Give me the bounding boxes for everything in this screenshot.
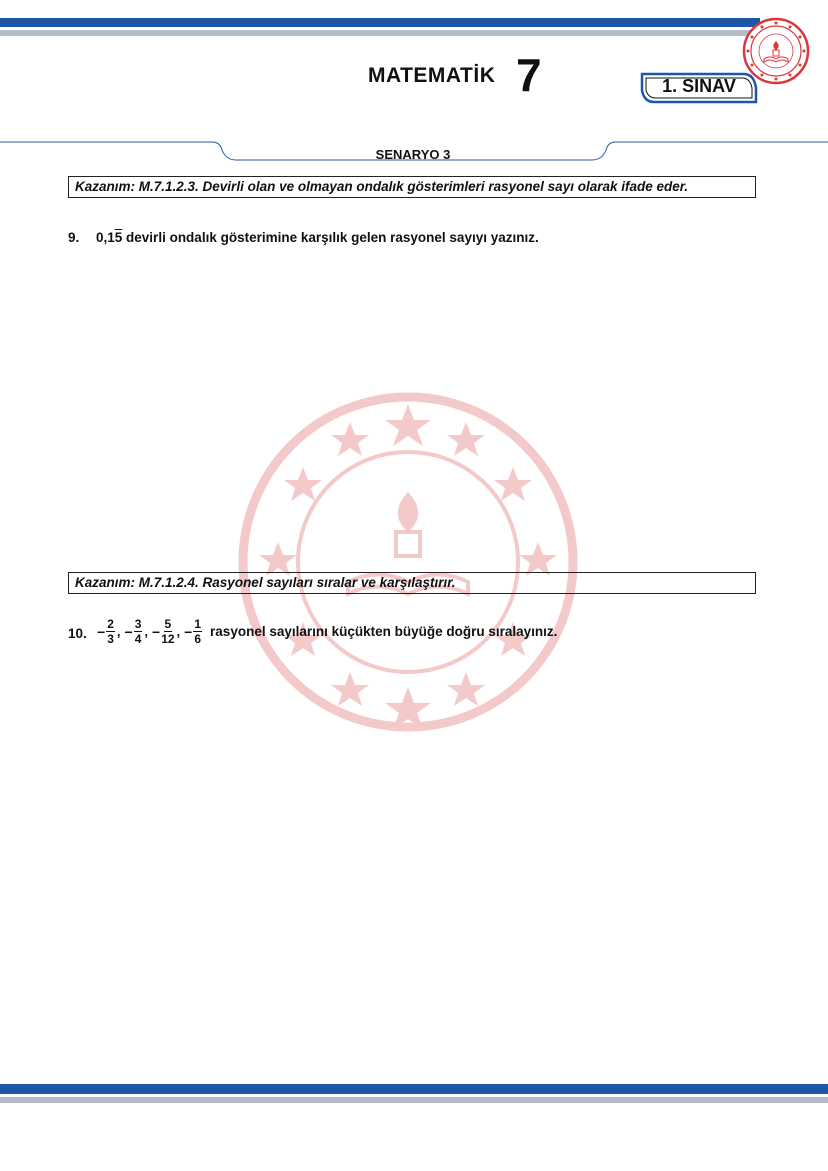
fraction-3 (161, 617, 174, 646)
fraction-1-sign: − (97, 623, 106, 640)
fraction-separator: , (176, 624, 181, 639)
question-10-prompt: rasyonel sayılarını küçükten büyüğe doğru sıralayınız. (210, 624, 558, 639)
question-9-repeating-digit: 5 (114, 230, 123, 245)
subject-title: MATEMATİK (368, 64, 496, 87)
fraction-1-numerator: 2 (107, 617, 114, 631)
question-9-number: 9. (68, 230, 80, 245)
question-9-prompt: devirli ondalık gösterimine karşılık gelen rasyonel sayıyı yazınız. (122, 230, 539, 245)
question-9-decimal: 0,1 (96, 230, 115, 245)
fraction-separator: , (116, 624, 121, 639)
scenario-title: SENARYO 3 (375, 147, 451, 162)
meb-watermark-icon (238, 382, 578, 742)
fraction-2-sign: − (124, 623, 133, 640)
bottom-bar-blue (0, 1084, 828, 1094)
fraction-separator: , (144, 624, 148, 639)
fraction-2-denominator: 4 (134, 632, 142, 646)
fraction-2 (134, 617, 143, 646)
fraction-4-sign: − (184, 623, 193, 640)
fraction-3-sign: − (152, 623, 161, 640)
outcome-box-1: Kazanım: M.7.1.2.3. Devirli olan ve olmayan ondalık gösterimleri rasyonel sayı olarak ifade eder. (68, 176, 756, 198)
question-10-number: 10. (68, 626, 87, 641)
fraction-3-numerator: 5 (164, 617, 172, 631)
question-10-expression (97, 617, 557, 646)
top-bar-gray (0, 30, 760, 36)
fraction-4 (193, 617, 202, 646)
fraction-1-denominator: 3 (107, 632, 114, 646)
fraction-2-numerator: 3 (134, 617, 142, 631)
fraction-4-denominator: 6 (194, 632, 202, 646)
exam-label: 1. SINAV (662, 76, 736, 96)
question-9-text (96, 230, 539, 245)
fraction-4-numerator: 1 (194, 617, 202, 631)
bottom-bar-gray (0, 1097, 828, 1103)
outcome-box-2: Kazanım: M.7.1.2.4. Rasyonel sayıları sıralar ve karşılaştırır. (68, 572, 756, 594)
fraction-3-denominator: 12 (161, 632, 175, 646)
grade-number: 7 (516, 49, 542, 101)
fraction-1 (106, 617, 115, 646)
top-bar-blue (0, 18, 760, 27)
